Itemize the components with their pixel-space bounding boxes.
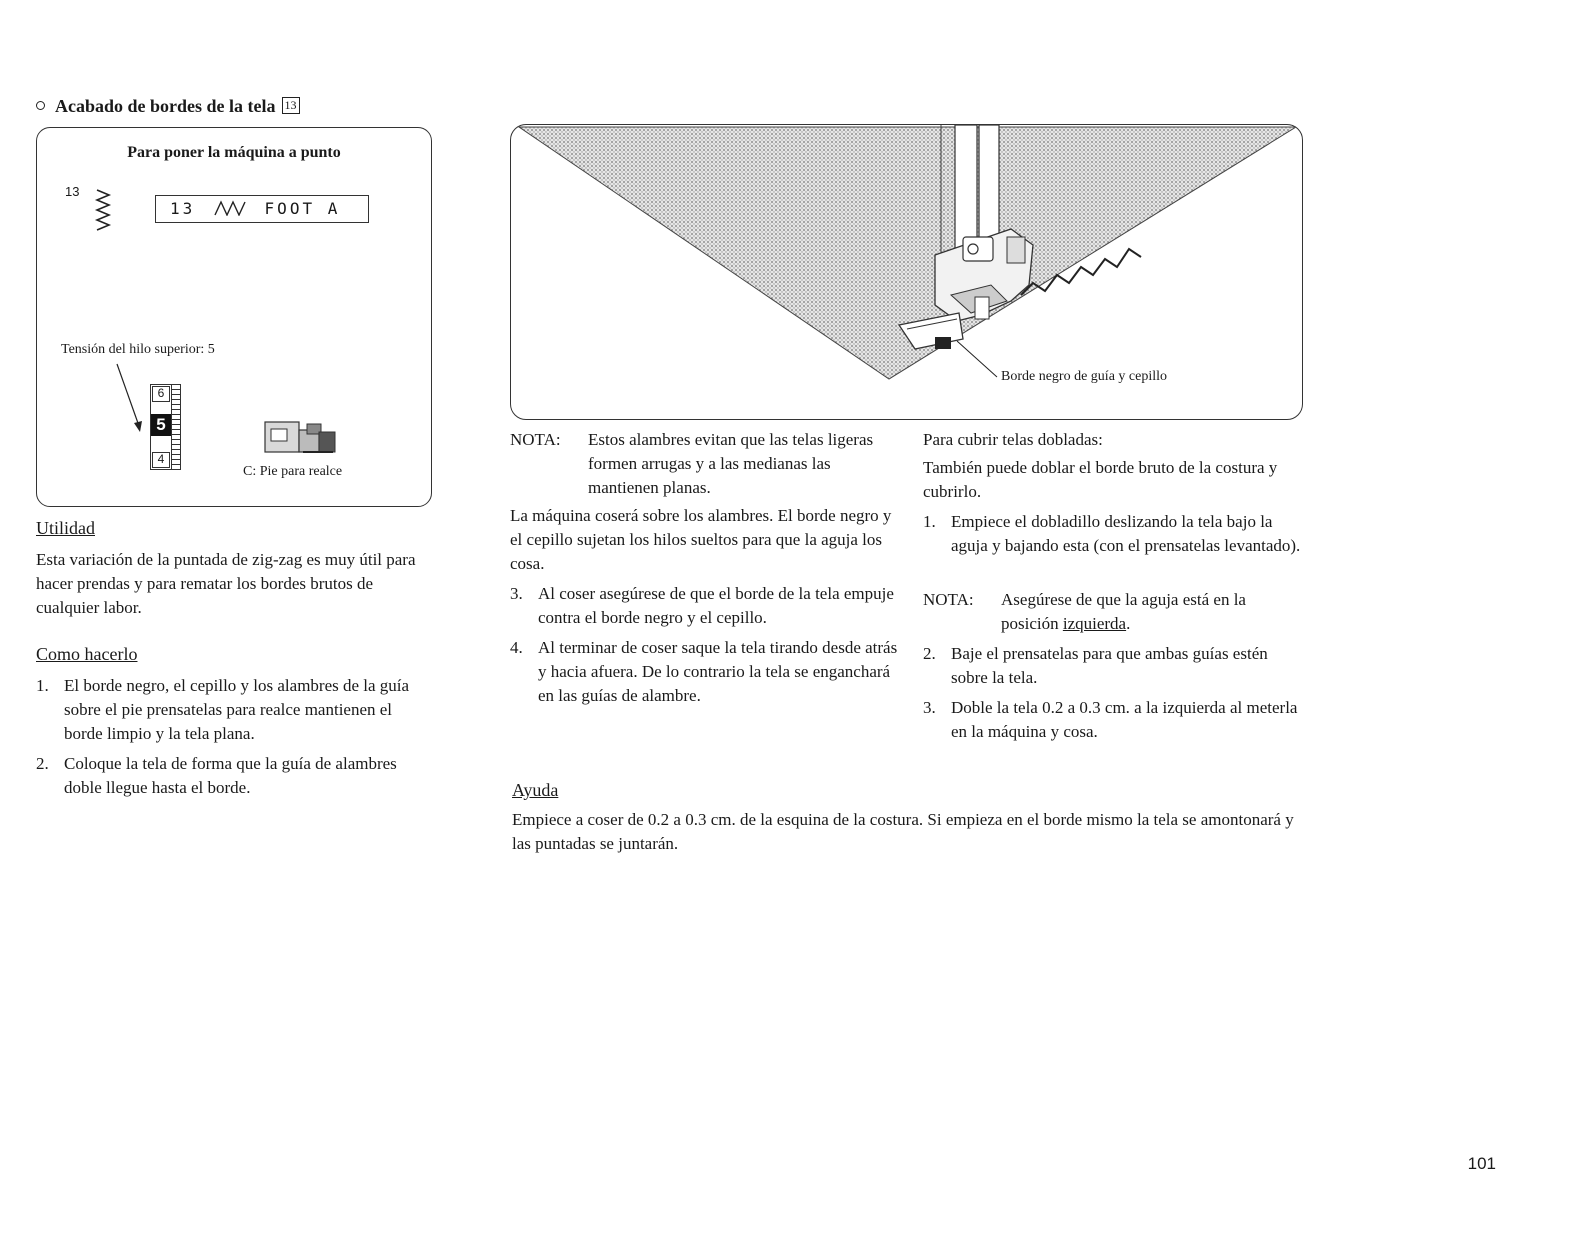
note-text: Estos alambres evitan que las telas ligeras formen arrugas y a las medianas las mantienen planas. [588, 430, 874, 497]
middle-note [510, 428, 900, 500]
tension-value-upper: 6 [152, 386, 170, 402]
zigzag-stitch-icon [93, 188, 113, 234]
fabric-edge-illustration [511, 125, 1303, 420]
page-number: 101 [1467, 1154, 1496, 1173]
setup-title: Para poner la máquina a punto [127, 144, 341, 161]
sewing-illustration [510, 124, 1303, 420]
section-title: Acabado de bordes de la tela 13 [36, 96, 300, 117]
utilidad-text: Esta variación de la puntada de zig-zag es muy útil para hacer prendas y para rematar los bordes brutos de cualquier labor. [36, 550, 416, 617]
presser-foot-icon [263, 420, 339, 456]
como-hacerlo-heading: Como hacerlo [36, 644, 138, 664]
right-heading: Para cubrir telas dobladas: [923, 430, 1103, 449]
tension-label: Tensión del hilo superior: 5 [61, 342, 215, 357]
machine-setup-panel [36, 127, 432, 507]
lcd-zigzag-icon [214, 200, 246, 216]
right-steps [923, 642, 1303, 750]
tension-value-selected: 5 [151, 414, 171, 436]
middle-steps [510, 582, 902, 714]
tension-value-lower: 4 [152, 452, 170, 468]
foot-label: C: Pie para realce [243, 464, 343, 479]
right-paragraph: También puede doblar el borde bruto de la costura y cubrirlo. [923, 458, 1278, 501]
bullet-icon [36, 101, 45, 110]
lcd-display [155, 195, 369, 223]
note-label: NOTA: [510, 430, 561, 449]
middle-paragraph: La máquina coserá sobre los alambres. El borde negro y el cepillo sujetan los hilos sueltos para que la aguja los cosa. [510, 506, 892, 573]
illustration-caption: Borde negro de guía y cepillo [1001, 369, 1168, 384]
utilidad-heading: Utilidad [36, 518, 95, 538]
ayuda-text: Empiece a coser de 0.2 a 0.3 cm. de la esquina de la costura. Si empieza en el borde mismo la tela se amontonará y las puntadas se juntarán. [512, 810, 1294, 853]
how-to-steps [36, 674, 432, 806]
right-step-1 [923, 510, 1303, 564]
note-text: Asegúrese de que la aguja está en la posición izquierda. [1001, 590, 1246, 633]
list-item: 1. El borde negro, el cepillo y los alambres de la guía sobre el pie prensatelas para realce mantienen el borde limpio y la tela plana. [36, 676, 410, 743]
tension-pointer-arrow [113, 362, 143, 434]
list-item: 3. Al coser asegúrese de que el borde de la tela empuje contra el borde negro y el cepillo. [510, 584, 894, 627]
note-label: NOTA: [923, 590, 974, 609]
list-item: 4. Al terminar de coser saque la tela tirando desde atrás y hacia afuera. De lo contrario la tela se enganchará en las guías de alambre. [510, 638, 898, 705]
list-item: 1. Empiece el dobladillo deslizando la tela bajo la aguja y bajando esta (con el prensatelas levantado). [923, 512, 1301, 555]
tension-dial [150, 384, 182, 470]
lcd-pattern-number: 13 [170, 199, 196, 218]
note-emphasis: izquierda [1062, 614, 1127, 633]
list-item: 3. Doble la tela 0.2 a 0.3 cm. a la izquierda al meterla en la máquina y cosa. [923, 698, 1298, 741]
right-note [923, 588, 1303, 636]
lcd-foot-text: FOOT A [264, 199, 341, 218]
ayuda-heading: Ayuda [512, 780, 559, 800]
pattern-number-label: 13 [65, 184, 80, 199]
pattern-number-badge: 13 [282, 97, 300, 114]
list-item: 2. Coloque la tela de forma que la guía de alambres doble llegue hasta el borde. [36, 754, 397, 797]
list-item: 2. Baje el prensatelas para que ambas guías estén sobre la tela. [923, 644, 1268, 687]
